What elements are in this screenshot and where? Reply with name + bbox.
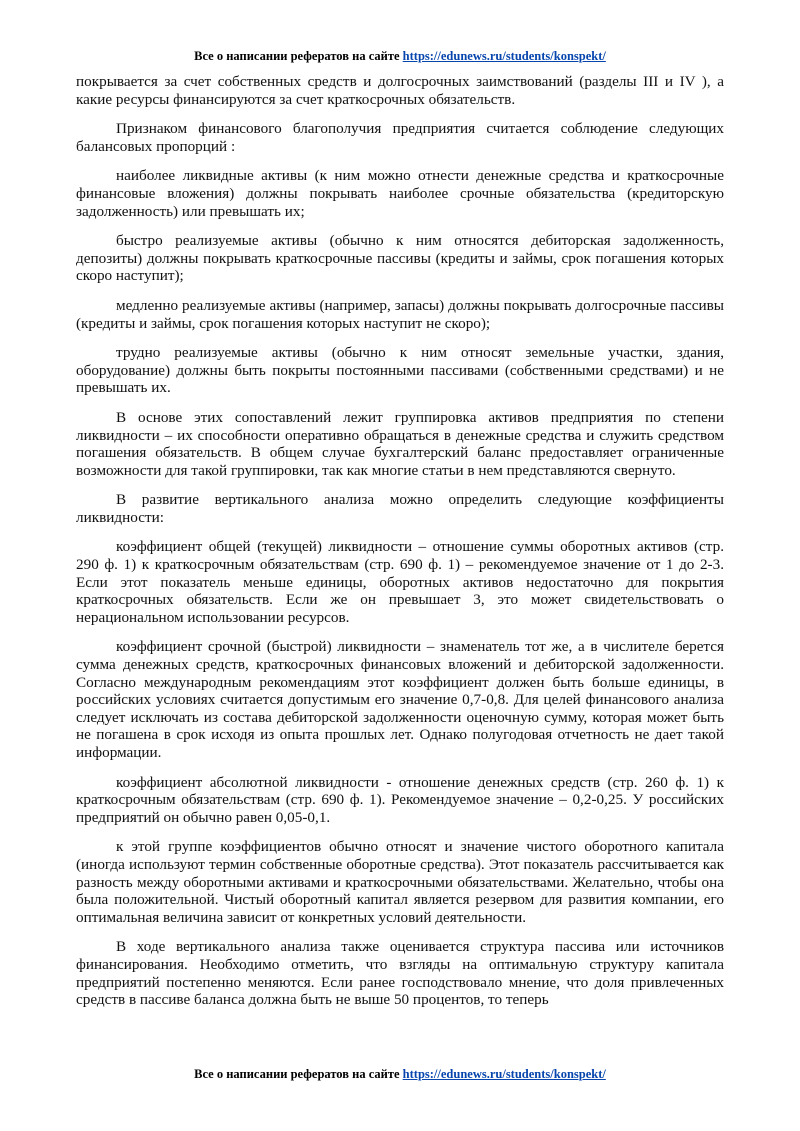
paragraph-balance-proportions: Признаком финансового благополучия предприятия считается соблюдение следующих балансовых пропорций : [76, 120, 724, 155]
page-header [0, 48, 800, 64]
paragraph-liquidity-grouping: В основе этих сопоставлений лежит группировка активов предприятия по степени ликвидности – их способности оперативно обращаться в денежные средства и служить средством погашения обязательств. В общем случае бухгалтерский баланс предоставляет ограниченные возможности для такой группировки, так как многие статьи в нем представляются свернуто. [76, 408, 724, 479]
list-item-absolute-liquidity-ratio: коэффициент абсолютной ликвидности - отношение денежных средств (стр. 260 ф. 1) к краткосрочным обязательствам (стр. 690 ф. 1). Рекомендуемое значение – 0,2-0,25. У российских предприятий он обычно равен 0,05-0,1. [76, 773, 724, 826]
list-item-most-liquid-assets: наиболее ликвидные активы (к ним можно отнести денежные средства и краткосрочные финансовые вложения) должны покрывать наиболее срочные обязательства (кредиторскую задолженность) или превышать их; [76, 167, 724, 220]
list-item-current-ratio: коэффициент общей (текущей) ликвидности – отношение суммы оборотных активов (стр. 290 ф. 1) к краткосрочным обязательствам (стр. 690 ф. 1) – рекомендуемое значение от 1 до 2-3. Если этот показатель меньше единицы, оборотных активов недостаточно для покрытия краткосрочных обязательств. Если же он превышает 3, это может свидетельствовать о нерациональном использовании ресурсов. [76, 538, 724, 626]
list-item-hard-to-realize-assets: трудно реализуемые активы (обычно к ним относят земельные участки, здания, оборудование) должны быть покрыты постоянными пассивами (собственными средствами) и не превышать их. [76, 344, 724, 397]
paragraph-liquidity-ratios-intro: В развитие вертикального анализа можно определить следующие коэффициенты ликвидности: [76, 491, 724, 526]
page-footer [0, 1066, 800, 1082]
footer-text: Все о написании рефератов на сайте [194, 1067, 403, 1081]
header-text: Все о написании рефератов на сайте [194, 49, 403, 63]
header-link[interactable]: https://edunews.ru/students/konspekt/ [402, 49, 606, 63]
paragraph-capital-structure: В ходе вертикального анализа также оценивается структура пассива или источников финансирования. Необходимо отметить, что взгляды на оптимальную структуру капитала предприятий постепенно меняются. Если ранее господствовало мнение, что доля привлеченных средств в пассиве баланса должна быть не выше 50 процентов, то теперь [76, 938, 724, 1009]
list-item-net-working-capital: к этой группе коэффициентов обычно относят и значение чистого оборотного капитала (иногда используют термин собственные оборотные средства). Этот показатель рассчитывается как разность между оборотными активами и краткосрочными обязательствами. Желательно, чтобы она была положительной. Чистый оборотный капитал является резервом для развития компании, его оптимальная величина зависит от конкретных условий деятельности. [76, 838, 724, 926]
document-body [76, 73, 724, 1021]
list-item-quickly-realizable-assets: быстро реализуемые активы (обычно к ним относятся дебиторская задолженность, депозиты) должны покрывать краткосрочные пассивы (кредиты и займы, срок погашения которых скоро наступит); [76, 232, 724, 285]
list-item-slowly-realizable-assets: медленно реализуемые активы (например, запасы) должны покрывать долгосрочные пассивы (кредиты и займы, срок погашения которых наступит не скоро); [76, 296, 724, 332]
paragraph-continuation: покрывается за счет собственных средств и долгосрочных заимствований (разделы III и IV ), а какие ресурсы финансируются за счет краткосрочных обязательств. [76, 73, 724, 108]
footer-link[interactable]: https://edunews.ru/students/konspekt/ [402, 1067, 606, 1081]
list-item-quick-ratio: коэффициент срочной (быстрой) ликвидности – знаменатель тот же, а в числителе берется сумма денежных средств, краткосрочных финансовых вложений и дебиторской задолженности. Согласно международным рекомендациям этот коэффициент должен быть больше единицы, в российских условиях считается допустимым его значение 0,7-0,8. Для целей финансового анализа следует исключать из состава дебиторской задолженности оценочную сумму, которая может быть не погашена в срок исходя из опыта прошлых лет. Однако полугодовая отчетность не дает такой информации. [76, 638, 724, 761]
